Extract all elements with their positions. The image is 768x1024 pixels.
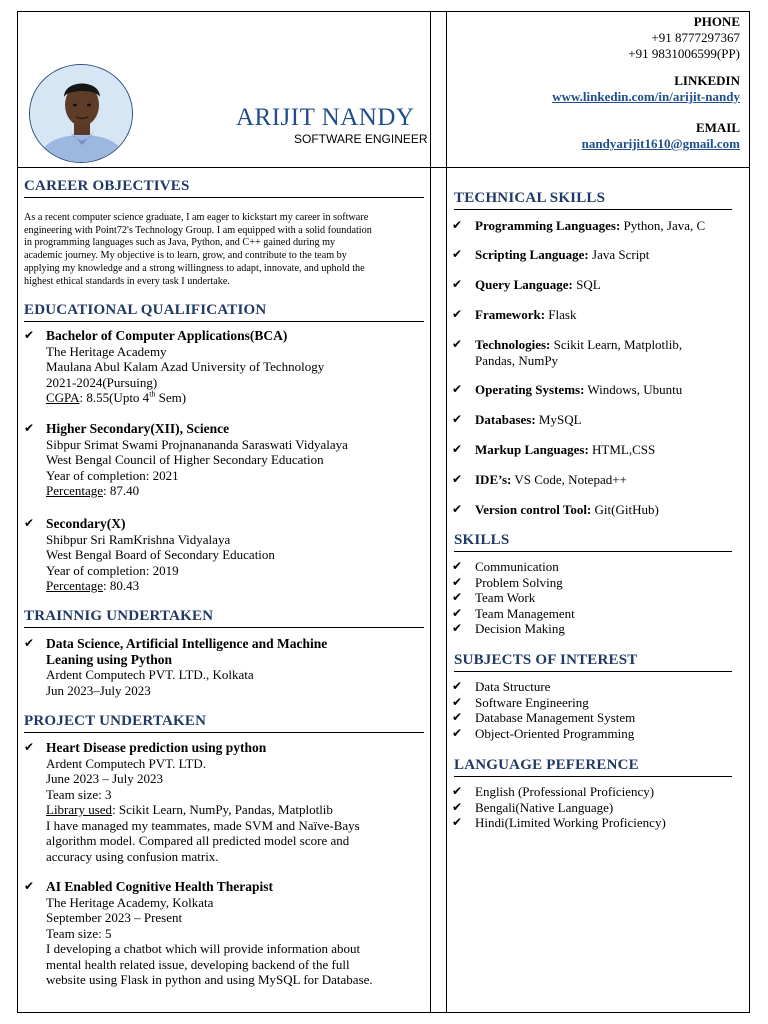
- check-icon: ✔: [452, 442, 463, 456]
- project-1-desc: accuracy using confusion matrix.: [46, 848, 219, 864]
- hs-score-value: : 87.40: [103, 483, 140, 498]
- sec-year: Year of completion: 2019: [46, 562, 179, 578]
- skill-label: Team Work: [475, 590, 536, 605]
- career-line: in programming languages such as Java, Python, and C++ gained during my: [24, 237, 336, 249]
- check-icon: ✔: [452, 784, 463, 798]
- check-icon: ✔: [452, 574, 463, 589]
- career-heading: CAREER OBJECTIVES: [24, 178, 424, 198]
- language-item: [452, 784, 742, 800]
- check-icon: ✔: [24, 879, 35, 893]
- check-icon: ✔: [452, 590, 463, 604]
- career-line: engineering with Point72's Technology Group. I am equipped with a solid foundation: [24, 224, 372, 236]
- library-value: : Scikit Learn, NumPy, Pandas, Matplotlib: [112, 802, 333, 817]
- language-item: [452, 815, 742, 831]
- check-icon: ✔: [452, 621, 463, 635]
- career-objective: [24, 212, 424, 288]
- tech-label: Operating Systems:: [475, 382, 585, 397]
- tech-value: VS Code, Notepad++: [511, 472, 627, 487]
- project-1-team: Team size: 3: [46, 786, 112, 802]
- project-1: [24, 740, 428, 864]
- linkedin-label: LINKEDIN: [674, 73, 740, 88]
- hs-score-label: Percentage: [46, 483, 104, 498]
- check-icon: ✔: [452, 472, 463, 486]
- skill-label: Team Management: [475, 605, 575, 621]
- contact-phone: [628, 14, 740, 62]
- training-org: Ardent Computech PVT. LTD., Kolkata: [46, 667, 254, 682]
- project-1-dates: June 2023 – July 2023: [46, 771, 163, 786]
- sec-score-label: Percentage: [46, 578, 104, 593]
- check-icon: ✔: [452, 277, 463, 291]
- bca-score-value: : 8.55(Upto 4: [79, 390, 150, 405]
- interests-list: [452, 679, 742, 741]
- tech-label: Technologies:: [475, 337, 551, 352]
- check-icon: ✔: [452, 218, 463, 232]
- person-avatar-icon: [30, 65, 133, 163]
- check-icon: ✔: [452, 559, 463, 573]
- project-2-desc: mental health related issue, developing backend of the full: [46, 956, 350, 972]
- library-label: Library used: [46, 802, 113, 817]
- tech-item: [452, 337, 742, 368]
- project-2-desc: website using Flask in python and using MySQL for Database.: [46, 972, 373, 987]
- check-icon: ✔: [452, 382, 463, 396]
- tech-label: Framework:: [475, 307, 546, 322]
- career-line: academic journey. My objective is to learn, grow, and contribute to the team by: [24, 250, 347, 262]
- bca-score-end: Sem): [155, 390, 187, 405]
- career-line: highest ethical standards in every task I undertake.: [24, 275, 230, 287]
- candidate-name: ARIJIT NANDY: [236, 104, 415, 131]
- skills-heading: SKILLS: [454, 532, 732, 552]
- interest-item: [452, 679, 742, 695]
- training-dates: Jun 2023–July 2023: [46, 682, 151, 698]
- interest-item: [452, 695, 742, 711]
- bca-title: Bachelor of Computer Applications(BCA): [46, 328, 288, 343]
- education-secondary: [24, 516, 428, 594]
- project-1-desc: I have managed my teammates, made SVM and Naïve-Bays: [46, 817, 360, 833]
- tech-item: [452, 218, 742, 234]
- check-icon: ✔: [452, 815, 463, 829]
- linkedin-link[interactable]: www.linkedin.com/in/arijit-nandy: [552, 89, 740, 104]
- interest-label: Data Structure: [475, 679, 551, 694]
- projects-heading: PROJECT UNDERTAKEN: [24, 713, 424, 733]
- career-line: applying my knowledge and a strong willingness to adapt, innovate, and uphold the: [24, 262, 365, 274]
- bca-university: Maulana Abul Kalam Azad University of Technology: [46, 359, 325, 374]
- project-1-title: Heart Disease prediction using python: [46, 740, 267, 755]
- project-1-desc: algorithm model. Compared all predicted model score and: [46, 833, 350, 848]
- project-1-org: Ardent Computech PVT. LTD.: [46, 755, 206, 771]
- technical-heading: TECHNICAL SKILLS: [454, 190, 732, 210]
- header-divider: [17, 167, 750, 168]
- contact-linkedin: [552, 73, 740, 105]
- email-link[interactable]: nandyarijit1610@gmail.com: [581, 136, 740, 151]
- tech-item: [452, 472, 742, 488]
- interest-label: Database Management System: [475, 710, 636, 725]
- check-icon: ✔: [24, 636, 35, 650]
- tech-value: Python, Java, C: [620, 218, 706, 233]
- tech-label: Databases:: [475, 412, 536, 427]
- tech-label: Version control Tool:: [475, 502, 592, 517]
- tech-value-2: Pandas, NumPy: [475, 352, 559, 368]
- project-2-dates: September 2023 – Present: [46, 910, 183, 925]
- languages-list: [452, 784, 742, 831]
- project-1-library: [46, 802, 428, 818]
- training-title-2: Leaning using Python: [46, 651, 173, 667]
- phone-number-1: +91 8777297367: [651, 30, 740, 45]
- tech-label: Scripting Language:: [475, 247, 589, 262]
- hs-school: Sibpur Srimat Swami Projnanananda Saraswati Vidyalaya: [46, 436, 348, 452]
- training-heading: TRAINNIG UNDERTAKEN: [24, 608, 424, 628]
- project-2-title: AI Enabled Cognitive Health Therapist: [46, 879, 274, 894]
- tech-value: SQL: [572, 277, 601, 292]
- bca-years: 2021-2024(Pursuing): [46, 374, 158, 390]
- hs-board: West Bengal Council of Higher Secondary Education: [46, 452, 324, 467]
- check-icon: ✔: [452, 725, 463, 740]
- tech-value: Java Script: [588, 247, 650, 262]
- interests-heading: SUBJECTS OF INTEREST: [454, 652, 732, 672]
- skills-list: [452, 559, 742, 637]
- project-2-org: The Heritage Academy, Kolkata: [46, 894, 214, 910]
- check-icon: ✔: [452, 337, 463, 351]
- check-icon: ✔: [452, 799, 463, 814]
- check-icon: ✔: [452, 605, 463, 620]
- hs-title: Higher Secondary(XII), Science: [46, 421, 230, 436]
- career-line: As a recent computer science graduate, I am eager to kickstart my career in software: [24, 212, 369, 223]
- candidate-title: SOFTWARE ENGINEER: [294, 132, 428, 146]
- column-divider-right: [446, 11, 447, 1013]
- sec-score: [46, 578, 428, 594]
- check-icon: ✔: [452, 694, 463, 709]
- hs-score: [46, 483, 428, 499]
- tech-item: [452, 247, 742, 263]
- interest-item: [452, 710, 742, 726]
- tech-item: [452, 382, 742, 398]
- check-icon: ✔: [24, 421, 35, 435]
- tech-value: MySQL: [535, 412, 582, 427]
- interest-label: Object-Oriented Programming: [475, 725, 635, 741]
- check-icon: ✔: [452, 247, 463, 261]
- check-icon: ✔: [452, 412, 463, 426]
- tech-value: Git(GitHub): [591, 502, 659, 517]
- language-item: [452, 800, 742, 816]
- bca-score: [46, 390, 428, 406]
- project-2: [24, 879, 428, 988]
- tech-value: Flask: [545, 307, 577, 322]
- tech-item: [452, 277, 742, 293]
- tech-value: HTML,CSS: [588, 442, 656, 457]
- skill-item: [452, 606, 742, 622]
- tech-item: [452, 442, 742, 458]
- profile-photo: [29, 64, 133, 163]
- check-icon: ✔: [452, 710, 463, 724]
- sec-title: Secondary(X): [46, 516, 126, 531]
- language-label: Bengali(Native Language): [475, 799, 614, 815]
- skill-label: Problem Solving: [475, 574, 563, 590]
- language-label: English (Professional Proficiency): [475, 784, 655, 799]
- sec-score-value: : 80.43: [103, 578, 140, 593]
- check-icon: ✔: [452, 679, 463, 693]
- skill-item: [452, 590, 742, 606]
- check-icon: ✔: [452, 307, 463, 321]
- bca-score-label: CGPA: [46, 390, 80, 405]
- education-hs: [24, 421, 428, 499]
- check-icon: ✔: [452, 502, 463, 516]
- contact-email: [582, 120, 740, 152]
- tech-label: Programming Languages:: [475, 218, 621, 233]
- tech-label: IDE’s:: [475, 472, 512, 487]
- skill-item: [452, 575, 742, 591]
- tech-value: Windows, Ubuntu: [584, 382, 683, 397]
- check-icon: ✔: [24, 328, 35, 342]
- hs-year: Year of completion: 2021: [46, 467, 179, 483]
- tech-label: Query Language:: [475, 277, 573, 292]
- phone-number-2: +91 9831006599(PP): [628, 46, 740, 61]
- education-bca: [24, 328, 428, 406]
- skill-label: Decision Making: [475, 621, 565, 636]
- tech-item: [452, 307, 742, 323]
- training-item: [24, 636, 428, 698]
- tech-label: Markup Languages:: [475, 442, 589, 457]
- sec-board: West Bengal Board of Secondary Education: [46, 547, 275, 562]
- skill-item: [452, 621, 742, 637]
- bca-school: The Heritage Academy: [46, 343, 167, 359]
- skill-label: Communication: [475, 559, 559, 574]
- interest-label: Software Engineering: [475, 694, 589, 710]
- tech-item: [452, 502, 742, 518]
- training-title-1: Data Science, Artificial Intelligence and Machine: [46, 636, 328, 651]
- project-2-team: Team size: 5: [46, 925, 112, 941]
- bca-score-sup: th: [149, 389, 156, 399]
- check-icon: ✔: [24, 516, 35, 530]
- language-label: Hindi(Limited Working Proficiency): [475, 815, 666, 830]
- interest-item: [452, 726, 742, 742]
- tech-value: Scikit Learn, Matplotlib,: [550, 337, 683, 352]
- languages-heading: LANGUAGE PEFERENCE: [454, 757, 732, 777]
- project-2-desc: I developing a chatbot which will provide information about: [46, 941, 361, 956]
- email-label: EMAIL: [695, 120, 740, 135]
- sec-school: Shibpur Sri RamKrishna Vidyalaya: [46, 531, 231, 547]
- column-divider-left: [430, 11, 431, 1013]
- tech-item: [452, 412, 742, 428]
- skill-item: [452, 559, 742, 575]
- check-icon: ✔: [24, 740, 35, 754]
- education-heading: EDUCATIONAL QUALIFICATION: [24, 302, 424, 322]
- phone-label: PHONE: [693, 14, 740, 29]
